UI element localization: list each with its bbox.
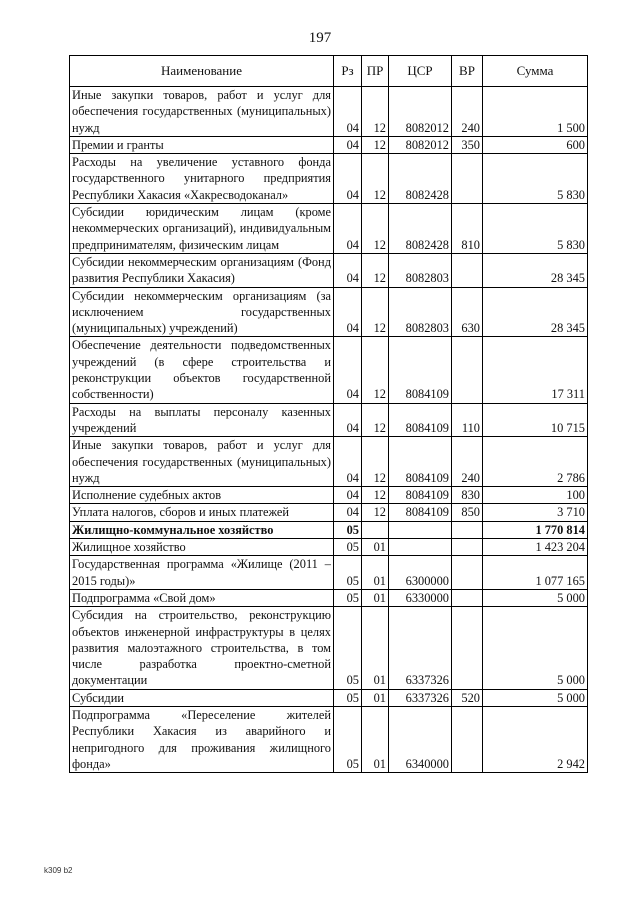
cell-rz: 04 [334, 504, 362, 521]
table-row [70, 154, 588, 204]
header-pr: ПР [362, 56, 389, 87]
cell-name: Субсидии юридическим лицам (кроме некоммерческих организаций), индивидуальным предпринимателям, физическим лицам [70, 204, 334, 254]
table-row [70, 706, 588, 772]
cell-pr: 01 [362, 706, 389, 772]
cell-pr: 01 [362, 539, 389, 556]
cell-name: Исполнение судебных актов [70, 487, 334, 504]
cell-vr: 520 [452, 689, 483, 706]
table-row [70, 337, 588, 403]
cell-name: Жилищное хозяйство [70, 539, 334, 556]
cell-csr: 8084109 [389, 437, 452, 487]
cell-csr: 8082428 [389, 204, 452, 254]
cell-name: Подпрограмма «Переселение жителей Республики Хакасия из аварийного и непригодного для проживания жилищного фонда» [70, 706, 334, 772]
table-row [70, 487, 588, 504]
cell-sum: 2 942 [483, 706, 588, 772]
cell-sum: 2 786 [483, 437, 588, 487]
cell-vr [452, 607, 483, 689]
cell-rz: 05 [334, 539, 362, 556]
cell-rz: 05 [334, 556, 362, 590]
cell-pr [362, 521, 389, 538]
cell-name: Расходы на выплаты персоналу казенных учреждений [70, 403, 334, 437]
cell-rz: 04 [334, 136, 362, 153]
cell-pr: 12 [362, 87, 389, 137]
cell-sum: 600 [483, 136, 588, 153]
cell-sum: 1 077 165 [483, 556, 588, 590]
cell-rz: 05 [334, 689, 362, 706]
cell-csr: 8084109 [389, 337, 452, 403]
cell-vr [452, 706, 483, 772]
cell-sum: 17 311 [483, 337, 588, 403]
cell-rz: 04 [334, 287, 362, 337]
cell-rz: 04 [334, 437, 362, 487]
table-row [70, 287, 588, 337]
cell-vr: 630 [452, 287, 483, 337]
cell-csr [389, 539, 452, 556]
cell-pr: 12 [362, 403, 389, 437]
cell-pr: 01 [362, 607, 389, 689]
header-vr: ВР [452, 56, 483, 87]
cell-sum: 5 000 [483, 589, 588, 606]
cell-name: Обеспечение деятельности подведомственных учреждений (в сфере строительства и реконструкции объектов государственной собственности) [70, 337, 334, 403]
cell-vr: 110 [452, 403, 483, 437]
cell-sum: 100 [483, 487, 588, 504]
table-row [70, 403, 588, 437]
cell-csr: 8084109 [389, 403, 452, 437]
table-row [70, 437, 588, 487]
cell-name: Иные закупки товаров, работ и услуг для обеспечения государственных (муниципальных) нужд [70, 87, 334, 137]
cell-pr: 12 [362, 337, 389, 403]
cell-vr [452, 556, 483, 590]
cell-vr: 240 [452, 437, 483, 487]
cell-rz: 04 [334, 337, 362, 403]
page-number: 197 [308, 30, 332, 46]
cell-rz: 05 [334, 589, 362, 606]
table-row [70, 589, 588, 606]
cell-csr: 6337326 [389, 607, 452, 689]
cell-sum: 5 000 [483, 689, 588, 706]
table-row [70, 504, 588, 521]
cell-vr: 850 [452, 504, 483, 521]
table-header-row [70, 56, 588, 87]
cell-name: Государственная программа «Жилище (2011 – 2015 годы)» [70, 556, 334, 590]
header-sum: Сумма [483, 56, 588, 87]
cell-sum: 10 715 [483, 403, 588, 437]
cell-vr: 240 [452, 87, 483, 137]
cell-name: Подпрограмма «Свой дом» [70, 589, 334, 606]
cell-csr [389, 521, 452, 538]
cell-rz: 04 [334, 403, 362, 437]
cell-csr: 6337326 [389, 689, 452, 706]
cell-name: Уплата налогов, сборов и иных платежей [70, 504, 334, 521]
cell-csr: 8084109 [389, 504, 452, 521]
cell-sum: 1 423 204 [483, 539, 588, 556]
cell-pr: 01 [362, 556, 389, 590]
cell-vr: 350 [452, 136, 483, 153]
cell-csr: 8082012 [389, 136, 452, 153]
cell-csr: 8082803 [389, 253, 452, 287]
cell-sum: 1 770 814 [483, 521, 588, 538]
cell-csr: 8082428 [389, 154, 452, 204]
table-row [70, 87, 588, 137]
cell-sum: 28 345 [483, 253, 588, 287]
cell-vr [452, 521, 483, 538]
cell-rz: 04 [334, 154, 362, 204]
cell-csr: 8082803 [389, 287, 452, 337]
cell-rz: 04 [334, 87, 362, 137]
cell-csr: 6330000 [389, 589, 452, 606]
cell-name: Жилищно-коммунальное хозяйство [70, 521, 334, 538]
cell-vr [452, 253, 483, 287]
table-row [70, 556, 588, 590]
cell-rz: 05 [334, 521, 362, 538]
cell-rz: 04 [334, 253, 362, 287]
cell-name: Субсидии [70, 689, 334, 706]
cell-sum: 3 710 [483, 504, 588, 521]
cell-sum: 5 000 [483, 607, 588, 689]
cell-rz: 05 [334, 706, 362, 772]
cell-vr [452, 589, 483, 606]
cell-rz: 04 [334, 204, 362, 254]
cell-pr: 12 [362, 136, 389, 153]
footer-code: k309 b2 [44, 866, 73, 875]
header-csr: ЦСР [389, 56, 452, 87]
cell-pr: 12 [362, 437, 389, 487]
cell-sum: 5 830 [483, 154, 588, 204]
cell-name: Иные закупки товаров, работ и услуг для обеспечения государственных (муниципальных) нужд [70, 437, 334, 487]
table-row [70, 539, 588, 556]
table-row [70, 689, 588, 706]
cell-sum: 5 830 [483, 204, 588, 254]
cell-pr: 12 [362, 504, 389, 521]
table-row [70, 521, 588, 538]
table-row [70, 136, 588, 153]
cell-name: Субсидия на строительство, реконструкцию объектов инженерной инфраструктуры в целях развития малоэтажного строительства, в том числе разработка проектно-сметной документации [70, 607, 334, 689]
cell-pr: 12 [362, 287, 389, 337]
table-row [70, 204, 588, 254]
cell-pr: 12 [362, 487, 389, 504]
cell-sum: 28 345 [483, 287, 588, 337]
cell-pr: 12 [362, 253, 389, 287]
cell-name: Премии и гранты [70, 136, 334, 153]
cell-csr: 6300000 [389, 556, 452, 590]
table-row [70, 253, 588, 287]
cell-sum: 1 500 [483, 87, 588, 137]
cell-vr: 830 [452, 487, 483, 504]
header-name: Наименование [70, 56, 334, 87]
cell-vr [452, 539, 483, 556]
cell-pr: 12 [362, 204, 389, 254]
cell-rz: 04 [334, 487, 362, 504]
cell-csr: 6340000 [389, 706, 452, 772]
cell-name: Субсидии некоммерческим организациям (Фонд развития Республики Хакасия) [70, 253, 334, 287]
cell-name: Расходы на увеличение уставного фонда государственного унитарного предприятия Республики Хакасия «Хакресводоканал» [70, 154, 334, 204]
cell-csr: 8084109 [389, 487, 452, 504]
cell-vr [452, 154, 483, 204]
cell-name: Субсидии некоммерческим организациям (за исключением государственных (муниципальных) учреждений) [70, 287, 334, 337]
cell-pr: 01 [362, 689, 389, 706]
table-row [70, 607, 588, 689]
budget-table [69, 55, 588, 773]
cell-rz: 05 [334, 607, 362, 689]
table-body [70, 87, 588, 773]
cell-csr: 8082012 [389, 87, 452, 137]
cell-pr: 01 [362, 589, 389, 606]
header-rz: Рз [334, 56, 362, 87]
cell-vr: 810 [452, 204, 483, 254]
cell-pr: 12 [362, 154, 389, 204]
cell-vr [452, 337, 483, 403]
